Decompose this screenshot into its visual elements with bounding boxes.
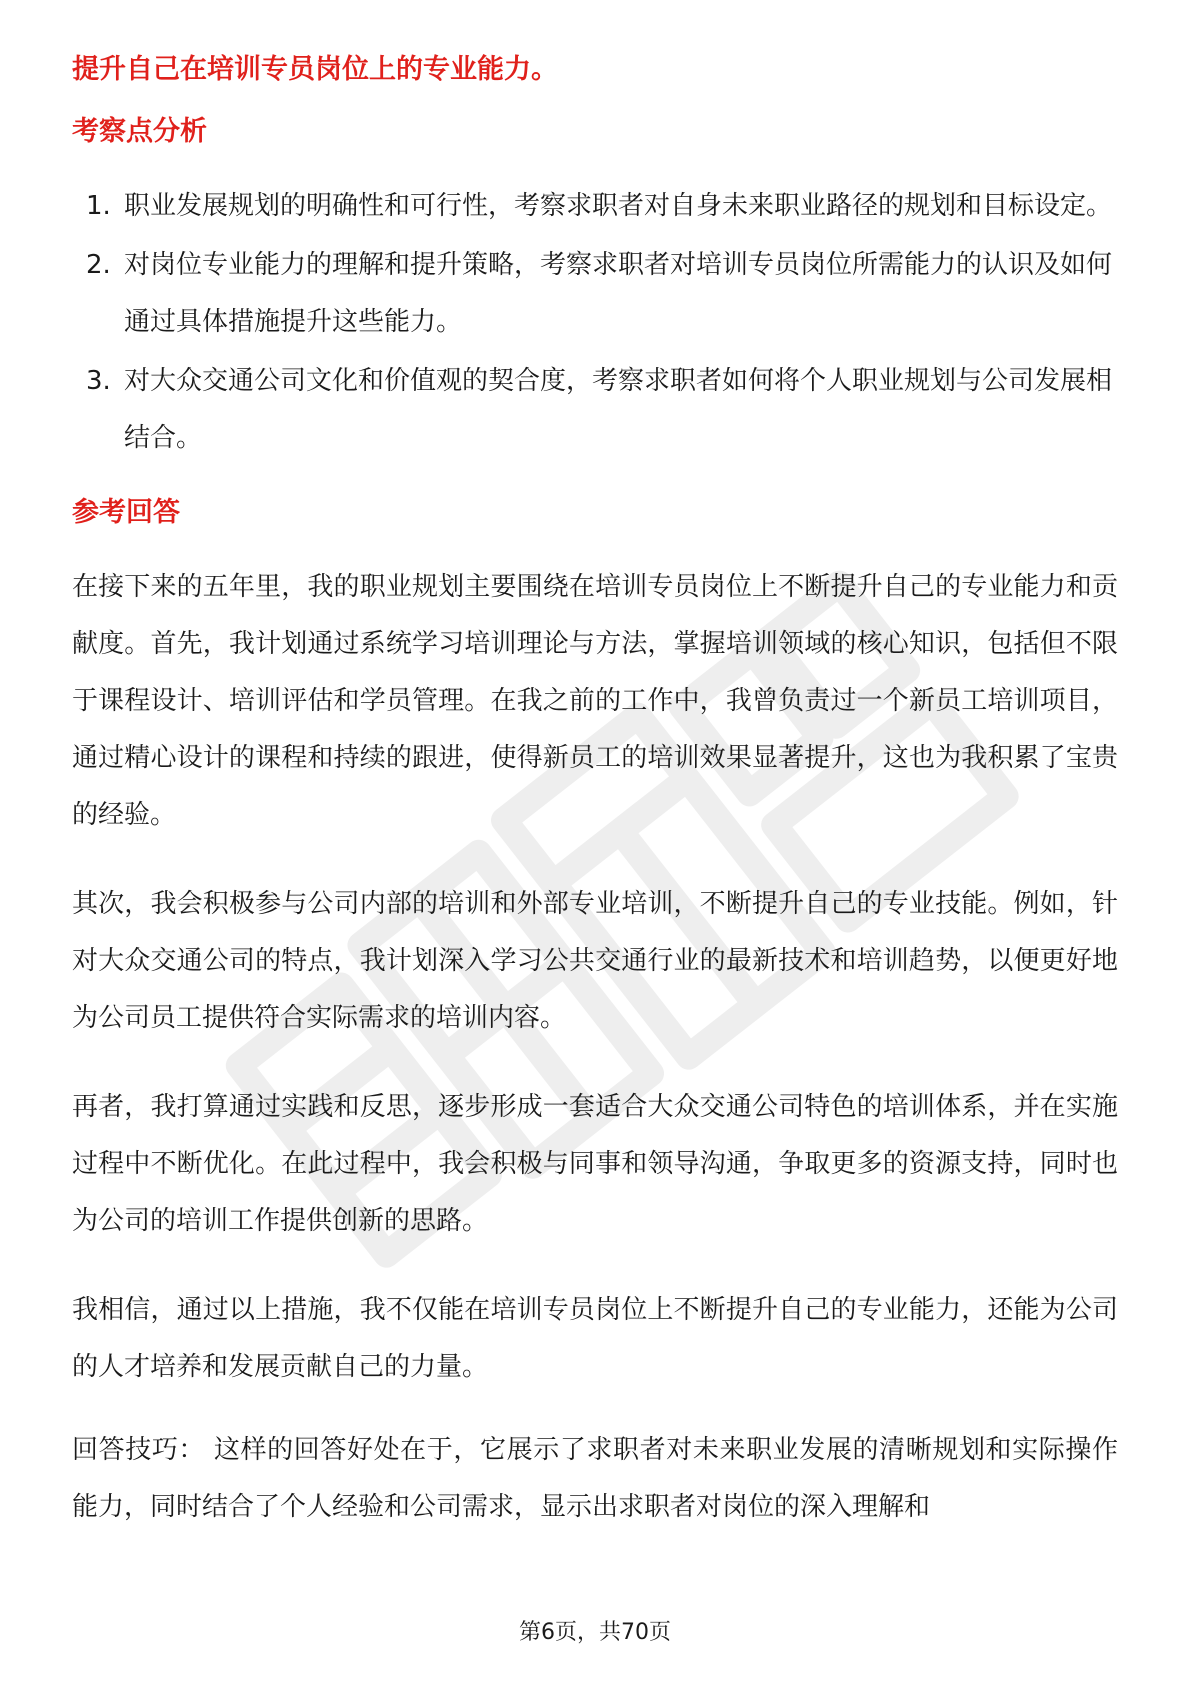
list-item [72,237,1118,351]
answer-heading: 参考回答 [72,497,180,528]
analysis-list [72,178,1118,467]
answer-paragraph: 我相信，通过以上措施，我不仅能在培训专员岗位上不断提升自己的专业能力，还能为公司的人才培养和发展贡献自己的力量。 [72,1295,1118,1382]
list-number: 3. [86,366,111,396]
list-item-text: 对岗位专业能力的理解和提升策略，考察求职者对培训专员岗位所需能力的认识及如何通过具体措施提升这些能力。 [124,250,1113,337]
list-item [72,353,1118,467]
answer-paragraph: 再者，我打算通过实践和反思，逐步形成一套适合大众交通公司特色的培训体系，并在实施过程中不断优化。在此过程中，我会积极与同事和领导沟通，争取更多的资源支持，同时也为公司的培训工作提供创新的思路。 [72,1092,1118,1236]
list-item [72,178,1118,235]
intro-heading: 提升自己在培训专员岗位上的专业能力。 [72,54,558,85]
list-number: 2. [86,250,111,280]
list-item-text: 对大众交通公司文化和价值观的契合度，考察求职者如何将个人职业规划与公司发展相结合。 [124,366,1113,453]
analysis-heading: 考察点分析 [72,116,207,147]
answer-paragraph: 其次，我会积极参与公司内部的培训和外部专业培训，不断提升自己的专业技能。例如，针对大众交通公司的特点，我计划深入学习公共交通行业的最新技术和培训趋势，以便更好地为公司员工提供符合实际需求的培训内容。 [72,889,1118,1033]
page-number-footer: 第6页，共70页 [519,1620,671,1645]
answer-paragraph: 在接下来的五年里，我的职业规划主要围绕在培训专员岗位上不断提升自己的专业能力和贡献度。首先，我计划通过系统学习培训理论与方法，掌握培训领域的核心知识，包括但不限于课程设计、培训评估和学员管理。在我之前的工作中，我曾负责过一个新员工培训项目，通过精心设计的课程和持续的跟进，使得新员工的培训效果显著提升，这也为我积累了宝贵的经验。 [72,572,1118,830]
content-area [72,50,1118,1568]
list-number: 1. [86,191,111,221]
answer-tips-paragraph: 回答技巧： 这样的回答好处在于，它展示了求职者对未来职业发展的清晰规划和实际操作能力，同时结合了个人经验和公司需求，显示出求职者对岗位的深入理解和 [72,1435,1118,1522]
list-item-text: 职业发展规划的明确性和可行性，考察求职者对自身未来职业路径的规划和目标设定。 [124,191,1113,221]
